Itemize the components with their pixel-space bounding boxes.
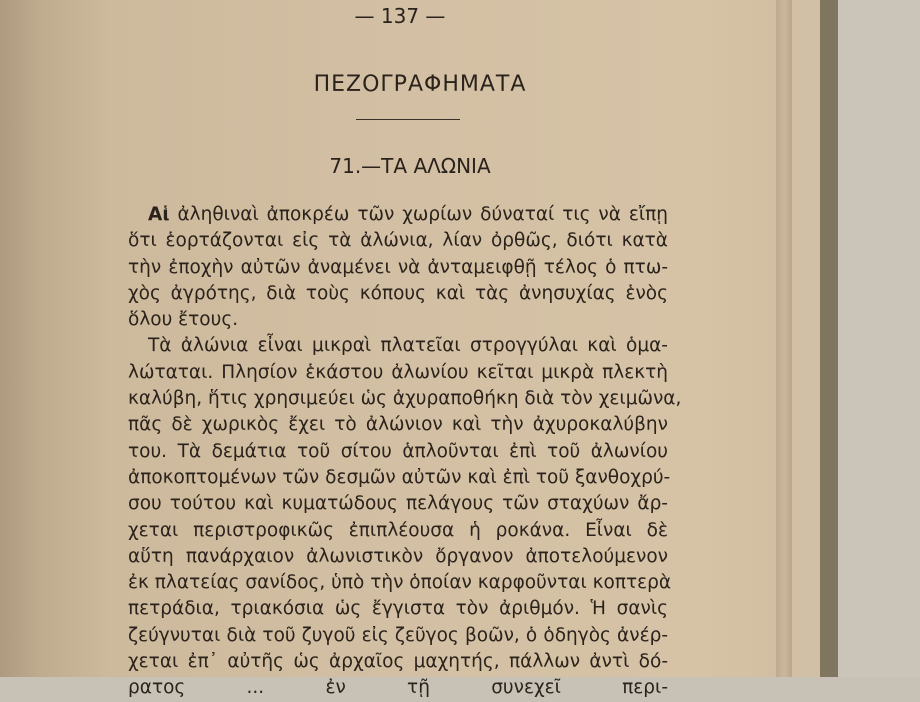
text-line: καλύβη, ἥτις χρησιμεύει ὡς ἀχυραποθήκη διὰ τὸν χειμῶνα, (128, 388, 682, 410)
text-line (128, 202, 668, 228)
text-line: ἀποκοπτομένων τῶν δεσμῶν αὐτῶν καὶ ἐπὶ τοῦ ξανθοχρύ- (128, 466, 671, 488)
page-edges (776, 0, 792, 677)
text-line: ζεύγνυται διὰ τοῦ ζυγοῦ εἰς ζεῦγος βοῶν, ὁ ὁδηγὸς ἀνέρ- (128, 624, 668, 646)
text-line: ἐκ πλατείας σανίδος, ὑπὸ τὴν ὁποίαν καρφοῦνται κοπτερὰ (128, 572, 672, 594)
text-line: χεται ἐπ᾽ αὐτῆς ὡς ἀρχαῖος μαχητής, πάλλων ἀντὶ δό- (128, 651, 668, 673)
chapter-title: 71.—ΤΑ ΑΛΩΝΙΑ (329, 154, 491, 178)
text-line: λώταται. Πλησίον ἑκάστου ἀλωνίου κεῖται μικρὰ πλεκτὴ (128, 361, 668, 383)
text-line: τὴν ἐποχὴν αὐτῶν ἀναμένει νὰ ἀνταμειφθῇ τέλος ὁ πτω- (128, 256, 668, 278)
text-line: σου τούτου καὶ κυματώδους πελάγους τῶν σταχύων ἄρ- (128, 493, 668, 515)
title-divider (356, 119, 460, 120)
text-line: αὕτη πανάρχαιον ἀλωνιστικὸν ὄργανον ἀποτελούμενον (128, 545, 668, 567)
text-line: ρατος ... ἐν τῇ συνεχεῖ περι- (128, 677, 668, 699)
text-line: Τὰ ἀλώνια εἶναι μικραὶ πλατεῖαι στρογγύλαι καὶ ὁμα- (148, 335, 668, 357)
text-line: χὸς ἀγρότης, διὰ τοὺς κόπους καὶ τὰς ἀνησυχίας ἑνὸς (128, 282, 668, 304)
line-text: ἀληθιναὶ ἀποκρέω τῶν χωρίων δύναταί τις νὰ εἴπῃ (177, 204, 668, 225)
text-line: χεται περιστροφικῶς ἐπιπλέουσα ἡ ροκάνα. Εἶναι δὲ (128, 519, 668, 541)
text-line: πετράδια, τριακόσια ὡς ἔγγιστα τὸν ἀριθμόν. Ἡ σανὶς (128, 598, 668, 620)
text-line: ὅτι ἑορτάζονται εἰς τὰ ἀλώνια, λίαν ὀρθῶς, διότι κατὰ (128, 230, 668, 252)
text-line: του. Τὰ δεμάτια τοῦ σίτου ἁπλοῦνται ἐπὶ τοῦ ἀλωνίου (128, 440, 668, 462)
book-cover-edge (820, 0, 838, 677)
page-number: — 137 — (354, 4, 446, 28)
next-page-edge (792, 0, 820, 677)
section-title: ΠΕΖΟΓΡΑΦΗΜΑΤΑ (313, 72, 527, 97)
background-surface (838, 0, 920, 677)
text-line: πᾶς δὲ χωρικὸς ἔχει τὸ ἀλώνιον καὶ τὴν ἀχυροκαλύβην (128, 414, 668, 436)
body-text (128, 202, 682, 702)
drop-word: Αἱ (148, 204, 170, 225)
text-line: ὅλου ἔτους. (128, 309, 239, 331)
